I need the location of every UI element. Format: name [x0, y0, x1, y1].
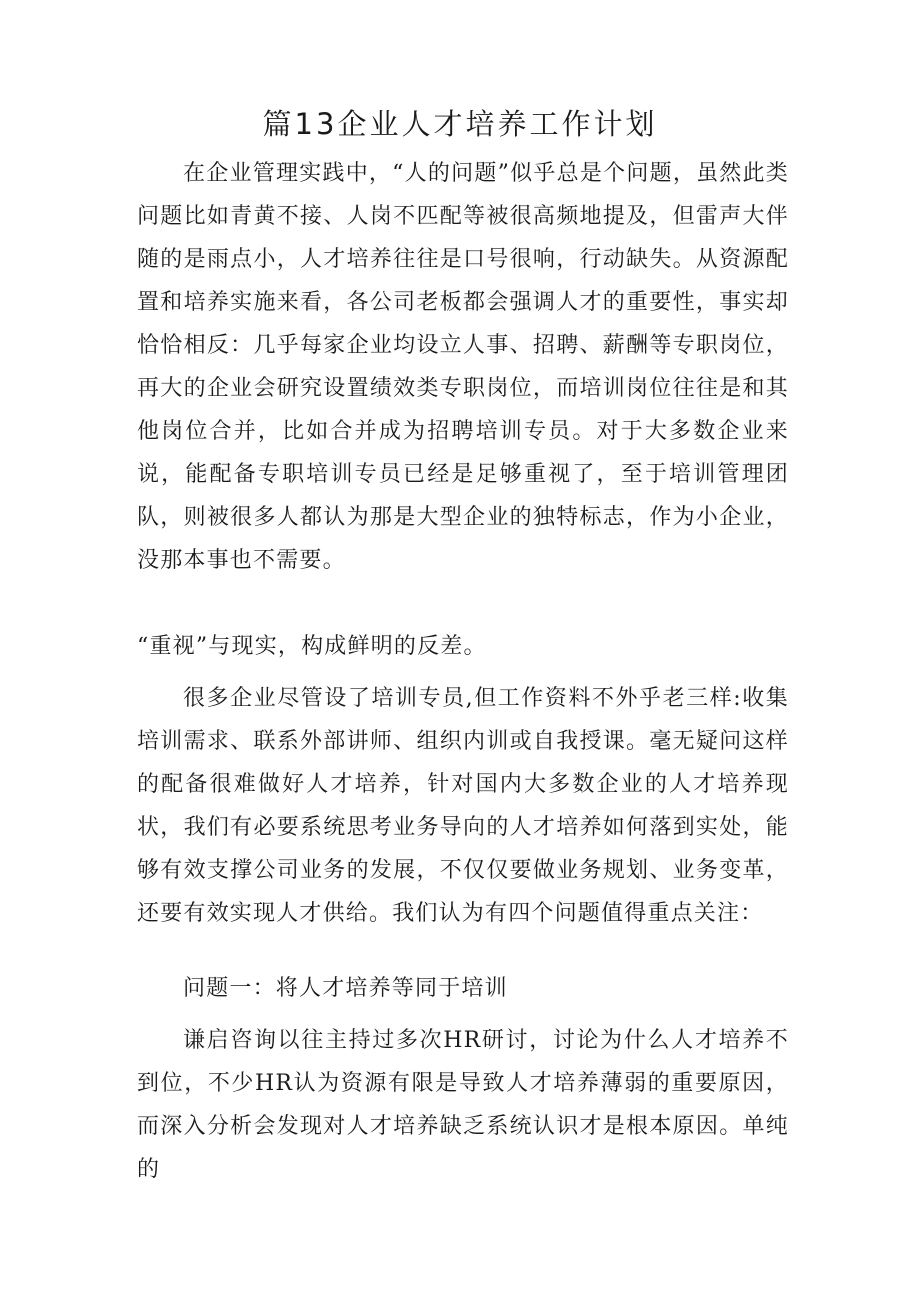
section-heading-problem-one: 问题一：将人才培养等同于培训 — [183, 976, 508, 1001]
paragraph-intro: 在企业管理实践中，“人的问题”似乎总是个问题，虽然此类问题比如青黄不接、人岗不匹配等被很高频地提及，但雷声大伴随的是雨点小，人才培养往往是口号很响，行动缺失。从资源配置和培养实施来看，各公司老板都会强调人才的重要性，事实却恰恰相反：几乎每家企业均设立人事、招聘、薪酬等专职岗位，再大的企业会研究设置绩效类专职岗位，而培训岗位往往是和其他岗位合并，比如合并成为招聘培训专员。对于大多数企业来说，能配备专职培训专员已经是足够重视了，至于培训管理团队，则被很多人都认为那是大型企业的独特标志，作为小企业，没那本事也不需要。 — [137, 161, 789, 573]
document-title: 篇13企业人才培养工作计划 — [262, 107, 658, 141]
paragraph-contrast: “重视”与现实，构成鲜明的反差。 — [137, 634, 487, 659]
paragraph-training-status: 很多企业尽管设了培训专员,但工作资料不外乎老三样:收集培训需求、联系外部讲师、组织内训或自我授课。毫无疑问这样的配备很难做好人才培养，针对国内大多数企业的人才培养现状，我们有必要系统思考业务导向的人才培养如何落到实处，能够有效支撑公司业务的发展，不仅仅要做业务规划、业务变革，还要有效实现人才供给。我们认为有四个问题值得重点关注： — [137, 686, 789, 926]
paragraph-problem-one: 谦启咨询以往主持过多次HR研讨，讨论为什么人才培养不到位，不少HR认为资源有限是导致人才培养薄弱的重要原因，而深入分析会发现对人才培养缺乏系统认识才是根本原因。单纯的 — [137, 1028, 789, 1182]
